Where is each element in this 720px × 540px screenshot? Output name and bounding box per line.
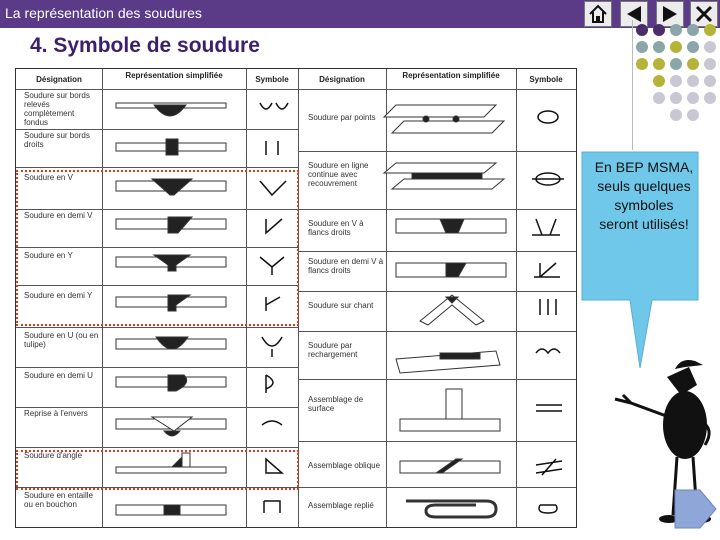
designation-right: Soudure par rechargement xyxy=(308,341,358,359)
header-symbole-left: Symbole xyxy=(255,75,289,84)
designation-left: Soudure en demi Y xyxy=(24,291,93,300)
page-title: 4. Symbole de soudure xyxy=(30,34,260,57)
designation-right: Assemblage oblique xyxy=(308,461,381,470)
highlight-frame-fillet xyxy=(16,450,299,490)
designation-left: Soudure sur bords droits xyxy=(24,131,90,149)
window-title: La représentation des soudures xyxy=(5,5,202,21)
next-slide-button[interactable] xyxy=(672,484,718,534)
designation-left: Soudure en Y xyxy=(24,251,73,260)
header-designation-right: Désignation xyxy=(319,75,365,84)
designation-right: Soudure en ligne continue avec recouvrement xyxy=(308,161,369,188)
home-button[interactable] xyxy=(584,1,612,27)
callout-text: En BEP MSMA, seuls quelques symboles seront utilisés! xyxy=(594,159,694,232)
header-designation-left: Désignation xyxy=(36,75,82,84)
designation-right: Assemblage de surface xyxy=(308,395,364,413)
designation-right: Assemblage replié xyxy=(308,501,374,510)
decorative-dots xyxy=(628,22,720,130)
designation-left: Soudure en entaille ou en bouchon xyxy=(24,491,93,509)
designation-right: Soudure en demi V à flancs droits xyxy=(308,257,384,275)
home-icon xyxy=(585,2,611,26)
designation-right: Soudure par points xyxy=(308,113,376,122)
designation-left: Soudure sur bords relevés complètement fondus xyxy=(24,91,90,127)
designation-left: Reprise à l'envers xyxy=(24,409,88,418)
header-symbole-right: Symbole xyxy=(529,75,563,84)
header-representation-left: Représentation simplifiée xyxy=(125,71,223,80)
designation-left: Soudure d'angle xyxy=(24,451,83,460)
designation-right: Soudure sur chant xyxy=(308,301,374,310)
designation-left: Soudure en U (ou en tulipe) xyxy=(24,331,99,349)
header-representation-right: Représentation simplifiée xyxy=(402,71,500,80)
designation-left: Soudure en demi U xyxy=(24,371,93,380)
window-titlebar xyxy=(0,0,720,28)
highlight-frame-v-welds xyxy=(16,170,299,326)
designation-left: Soudure en V xyxy=(24,173,73,182)
designation-right: Soudure en V à flancs droits xyxy=(308,219,364,237)
designation-left: Soudure en demi V xyxy=(24,211,93,220)
